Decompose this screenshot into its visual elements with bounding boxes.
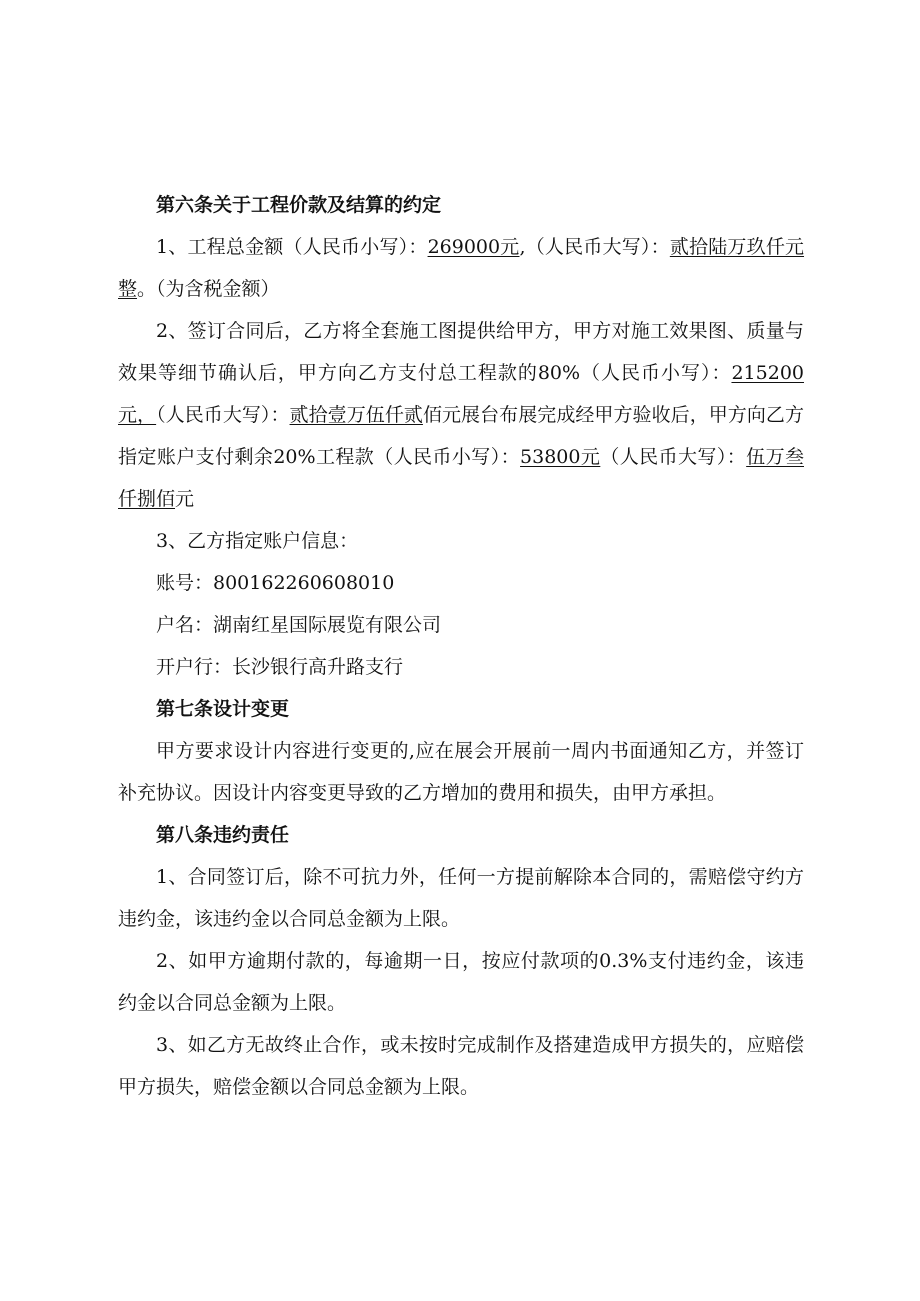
final-payment-words: 伍万叁仟捌佰: [118, 446, 804, 510]
article6-item3: 3、乙方指定账户信息：: [156, 530, 359, 552]
account-number: 账号：800162260608010: [156, 572, 395, 594]
text-segment: 元: [175, 488, 195, 510]
total-amount-words: 贰拾陆万玖仟元整: [118, 236, 805, 300]
article7-heading: 第七条设计变更: [156, 698, 290, 720]
text-segment: 2、签订合同后，乙方将全套施工图提供给甲方，甲方对施工效果图、质量与效果等细节确认后，甲方向乙方支付总工程款的80%（人民币小写）：: [118, 320, 804, 384]
article6-item2: [118, 310, 804, 520]
article8-item3: 3、如乙方无故终止合作，或未按时完成制作及搭建造成甲方损失的，应赔偿甲方损失，赔偿金额以合同总金额为上限。: [118, 1034, 804, 1098]
final-payment-number: 53800元: [520, 446, 601, 468]
article8-heading: 第八条违约责任: [156, 824, 290, 846]
article6-item1: [118, 226, 804, 310]
total-amount-number: 269000元: [427, 236, 520, 258]
document-page: [118, 184, 804, 1108]
account-bank: 开户行：长沙银行高升路支行: [156, 656, 404, 678]
text-segment: ,（人民币大写）：: [519, 236, 670, 258]
article8-item2: 2、如甲方逾期付款的，每逾期一日，按应付款项的0.3%支付违约金，该违约金以合同总金额为上限。: [118, 950, 804, 1014]
article7-body: 甲方要求设计内容进行变更的,应在展会开展前一周内书面通知乙方，并签订补充协议。因设计内容变更导致的乙方增加的费用和损失，由甲方承担。: [118, 740, 804, 804]
first-payment-words: 贰拾壹万伍仟贰: [289, 404, 423, 426]
account-holder: 户名：湖南红星国际展览有限公司: [156, 614, 442, 636]
article6-heading: 第六条关于工程价款及结算的约定: [156, 194, 442, 216]
first-payment-number: 215200元，: [118, 362, 804, 426]
text-segment: （人民币大写）：: [156, 404, 290, 426]
article8-item1: 1、合同签订后，除不可抗力外，任何一方提前解除本合同的，需赔偿守约方违约金，该违约金以合同总金额为上限。: [118, 866, 804, 930]
text-segment: 。（为含税金额）: [137, 278, 280, 300]
text-segment: 佰元展台布展完成经甲方验收后，甲方向乙方指定账户支付剩余20%工程款（人民币小写）：: [118, 404, 804, 468]
text-segment: 1、工程总金额（人民币小写）：: [156, 236, 428, 258]
text-segment: （人民币大写）：: [600, 446, 747, 468]
